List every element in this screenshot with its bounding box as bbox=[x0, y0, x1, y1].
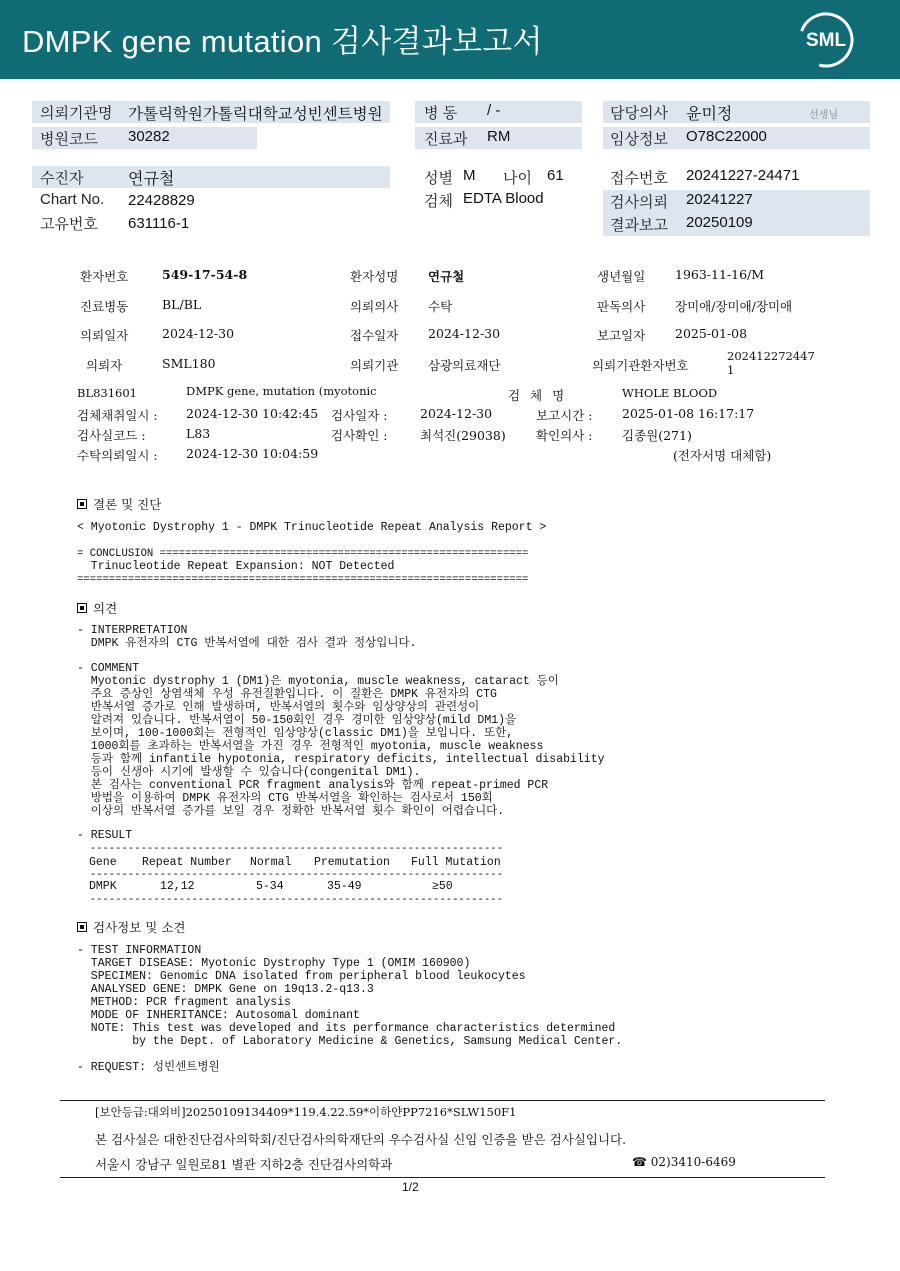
test-date-label: 검사일자 : bbox=[331, 408, 388, 423]
info-line: SPECIMEN: Genomic DNA isolated from peripheral blood leukocytes bbox=[77, 970, 526, 983]
age-label: 나이 bbox=[503, 170, 532, 187]
req-date2-value: 2024-12-30 bbox=[162, 326, 235, 341]
square-bullet-icon bbox=[77, 603, 87, 613]
report-subtitle: < Myotonic Dystrophy 1 - DMPK Trinucleotide Repeat Analysis Report > bbox=[77, 521, 547, 534]
req-date2-label: 의뢰일자 bbox=[80, 328, 129, 343]
report-time-value: 2025-01-08 16:17:17 bbox=[622, 406, 755, 421]
report-title: DMPK gene mutation 검사결과보고서 bbox=[22, 24, 543, 59]
square-bullet-icon bbox=[77, 499, 87, 509]
room-label: 검사실코드 : bbox=[77, 428, 146, 443]
clinical-label: 임상정보 bbox=[610, 131, 668, 148]
specimen-name-label: 검 체 명 bbox=[508, 388, 568, 403]
comment-line: 반복서열 증가로 인해 발생하며, 반복서열의 횟수와 임상양상의 관련성이 bbox=[77, 701, 480, 714]
comment-line: 보이며, 100-1000회는 전형적인 임상양상(classic DM1)을 보입니다. 또한, bbox=[77, 727, 514, 740]
hospital-code-value: 30282 bbox=[128, 128, 170, 145]
report-date2-value: 2025-01-08 bbox=[675, 326, 748, 341]
collect-value: 2024-12-30 10:42:45 bbox=[186, 406, 319, 421]
doctor-suffix: 선생님 bbox=[809, 110, 838, 121]
chart-value: 22428829 bbox=[128, 192, 195, 209]
birth-value: 1963-11-16/M bbox=[675, 267, 765, 282]
patient-no-value: 549-17-54-8 bbox=[162, 267, 248, 282]
interp-head: - INTERPRETATION bbox=[77, 624, 188, 637]
institution-value: 가톨릭학원가톨릭대학교성빈센트병원 bbox=[128, 106, 383, 123]
age-value: 61 bbox=[547, 167, 564, 184]
req-doctor-value: 수탁 bbox=[428, 299, 453, 314]
section-opinion bbox=[77, 599, 117, 617]
collect-label: 검체채취일시 : bbox=[77, 408, 158, 423]
patient-label: 수진자 bbox=[40, 170, 84, 187]
test-code: BL831601 bbox=[77, 386, 137, 400]
req-inst-label: 의뢰기관 bbox=[350, 358, 399, 373]
hospital-code-label: 병원코드 bbox=[40, 131, 98, 148]
sex-value: M bbox=[463, 167, 476, 184]
result-normal: 5-34 bbox=[256, 880, 284, 893]
esign-note: (전자서명 대체함) bbox=[673, 448, 772, 463]
result-premutation: 35-49 bbox=[327, 880, 362, 893]
result-dash: ----------------------------------------------------------------- bbox=[77, 869, 503, 881]
specimen-value: EDTA Blood bbox=[463, 190, 544, 207]
institution-label: 의뢰기관명 bbox=[40, 105, 113, 122]
comment-line: 주요 증상인 상염색체 우성 유전질환입니다. 이 질환은 DMPK 유전자의 CTG bbox=[77, 688, 497, 701]
specimen-name-value: WHOLE BLOOD bbox=[622, 386, 718, 400]
comment-head: - COMMENT bbox=[77, 662, 140, 675]
dept-value: RM bbox=[487, 128, 511, 145]
test-date-value: 2024-12-30 bbox=[420, 406, 493, 421]
info-head: - TEST INFORMATION bbox=[77, 944, 202, 957]
ward2-label: 진료병동 bbox=[80, 299, 129, 314]
doctor-label: 담당의사 bbox=[610, 105, 668, 122]
unique-value: 631116-1 bbox=[128, 215, 190, 232]
page-number: 1/2 bbox=[402, 1180, 419, 1194]
result-repeat: 12,12 bbox=[160, 880, 195, 893]
result-col-full: Full Mutation bbox=[411, 856, 501, 869]
result-dash: ----------------------------------------------------------------- bbox=[77, 894, 503, 906]
info-line: ANALYSED GENE: DMPK Gene on 19q13.2-q13.3 bbox=[77, 983, 374, 996]
consign-value: 2024-12-30 10:04:59 bbox=[186, 446, 319, 461]
report-date-label: 결과보고 bbox=[610, 217, 668, 234]
room-value: L83 bbox=[186, 426, 211, 441]
patient-name-value: 연규철 bbox=[428, 269, 465, 284]
chart-label: Chart No. bbox=[40, 191, 105, 208]
info-line: NOTE: This test was developed and its performance characteristics determined bbox=[77, 1022, 616, 1035]
square-bullet-icon bbox=[77, 922, 87, 932]
address-line: 서울시 강남구 일원로81 별관 지하2층 진단검사의학과 bbox=[95, 1157, 393, 1172]
inst-patient-no-label: 의뢰기관환자번호 bbox=[592, 358, 689, 373]
patient-no-label: 환자번호 bbox=[80, 269, 129, 284]
receipt-date-value: 2024-12-30 bbox=[428, 326, 501, 341]
comment-line: 알려져 있습니다. 반복서열이 50-150회인 경우 경미한 임상양상(mild DM1)을 bbox=[77, 714, 517, 727]
confirm-value: 최석진(29038) bbox=[420, 428, 506, 443]
specimen-label: 검체 bbox=[424, 193, 453, 210]
comment-line: 본 검사는 conventional PCR fragment analysis와 함께 repeat-primed PCR bbox=[77, 779, 549, 792]
test-name: DMPK gene, mutation (myotonic bbox=[186, 384, 377, 398]
requester-label: 의뢰자 bbox=[86, 358, 123, 373]
confirm-doc-label: 확인의사 : bbox=[536, 428, 593, 443]
report-date2-label: 보고일자 bbox=[597, 328, 646, 343]
inst-patient-no-value-2: 1 bbox=[727, 363, 735, 377]
result-col-normal: Normal bbox=[250, 856, 292, 869]
phone-number: 02)3410-6469 bbox=[650, 1155, 736, 1169]
footer-divider-bottom bbox=[60, 1177, 825, 1178]
ward2-value: BL/BL bbox=[162, 297, 202, 312]
patient-name-label: 환자성명 bbox=[350, 269, 399, 284]
comment-line: 1000회를 초과하는 반복서열을 가진 경우 전형적인 myotonia, muscle weakness bbox=[77, 740, 544, 753]
comment-line: 등과 함께 infantile hypotonia, respiratory deficits, intellectual disability bbox=[77, 753, 605, 766]
patient-value: 연규철 bbox=[128, 171, 175, 188]
read-doctor-value: 장미애/장미애/장미애 bbox=[675, 299, 793, 314]
interp-text: DMPK 유전자의 CTG 반복서열에 대한 검사 결과 정상입니다. bbox=[77, 637, 417, 650]
dept-label: 진료과 bbox=[424, 131, 468, 148]
result-gene: DMPK bbox=[89, 880, 117, 893]
footer-divider bbox=[60, 1100, 825, 1101]
req-date-value: 20241227 bbox=[686, 191, 753, 208]
phone-icon: ☎ bbox=[632, 1155, 647, 1169]
sml-logo-icon bbox=[796, 10, 856, 70]
info-line: by the Dept. of Laboratory Medicine & Genetics, Samsung Medical Center. bbox=[77, 1035, 623, 1048]
ward-label: 병 동 bbox=[424, 105, 458, 122]
section-opinion-title: 의견 bbox=[93, 601, 118, 616]
result-head: - RESULT bbox=[77, 829, 133, 842]
info-line: METHOD: PCR fragment analysis bbox=[77, 996, 291, 1009]
comment-line: 방법을 이용하여 DMPK 유전자의 CTG 반복서열을 확인하는 검사로서 150회 bbox=[77, 792, 493, 805]
phone-line bbox=[632, 1155, 736, 1169]
confirm-label: 검사확인 : bbox=[331, 428, 388, 443]
comment-line: Myotonic dystrophy 1 (DM1)은 myotonia, muscle weakness, cataract 등이 bbox=[77, 675, 559, 688]
conclusion-text: Trinucleotide Repeat Expansion: NOT Detected bbox=[77, 560, 395, 573]
req-doctor-label: 의뢰의사 bbox=[350, 299, 399, 314]
req-inst-value: 삼광의료재단 bbox=[428, 358, 501, 373]
section-test-info-title: 검사정보 및 소견 bbox=[93, 920, 186, 935]
info-line: TARGET DISEASE: Myotonic Dystrophy Type 1 (OMIM 160900) bbox=[77, 957, 471, 970]
unique-label: 고유번호 bbox=[40, 216, 98, 233]
request-line: - REQUEST: 성빈센트병원 bbox=[77, 1061, 220, 1074]
report-date-value: 20250109 bbox=[686, 214, 753, 231]
section-conclusion-title: 결론 및 진단 bbox=[93, 497, 162, 512]
logo-text: SML bbox=[805, 30, 847, 51]
consign-label: 수탁의뢰일시 : bbox=[77, 448, 158, 463]
sex-label: 성별 bbox=[424, 170, 453, 187]
requester-value: SML180 bbox=[162, 356, 216, 371]
result-dash: ----------------------------------------------------------------- bbox=[77, 843, 503, 855]
comment-line: 이상의 반복서열 증가를 보일 경우 정확한 반복서열 횟수 확인이 어렵습니다. bbox=[77, 805, 505, 818]
report-header bbox=[0, 0, 900, 79]
comment-line: 등이 신생아 시기에 발생할 수 있습니다(congenital DM1). bbox=[77, 766, 421, 779]
ward-value: / - bbox=[487, 102, 501, 119]
section-test-info bbox=[77, 918, 185, 936]
receipt-date-label: 접수일자 bbox=[350, 328, 399, 343]
receipt-no-label: 접수번호 bbox=[610, 170, 668, 187]
result-col-gene: Gene bbox=[89, 856, 117, 869]
read-doctor-label: 판독의사 bbox=[597, 299, 646, 314]
cert-line: 본 검사실은 대한진단검사의학회/진단검사의학재단의 우수검사실 신임 인증을 받은 검사실입니다. bbox=[95, 1132, 627, 1147]
result-full: ≥50 bbox=[432, 880, 453, 893]
req-date-label: 검사의뢰 bbox=[610, 194, 668, 211]
security-line: [보안등급:대외비]20250109134409*119.4.22.59*이하얀PP7216*SLW150F1 bbox=[95, 1105, 517, 1119]
result-col-repeat: Repeat Number bbox=[142, 856, 232, 869]
clinical-value: O78C22000 bbox=[686, 128, 767, 145]
inst-patient-no-value: 202412272447 bbox=[727, 349, 815, 363]
receipt-no-value: 20241227-24471 bbox=[686, 167, 800, 184]
conclusion-line: = CONCLUSION ========================================================== bbox=[77, 548, 529, 560]
conclusion-end: ======================================================================= bbox=[77, 574, 529, 586]
doctor-value: 윤미정 bbox=[686, 106, 733, 123]
info-line: MODE OF INHERITANCE: Autosomal dominant bbox=[77, 1009, 360, 1022]
report-time-label: 보고시간 : bbox=[536, 408, 593, 423]
result-col-premutation: Premutation bbox=[314, 856, 390, 869]
confirm-doc-value: 김종원(271) bbox=[622, 428, 692, 443]
birth-label: 생년월일 bbox=[597, 269, 646, 284]
section-conclusion bbox=[77, 495, 161, 513]
